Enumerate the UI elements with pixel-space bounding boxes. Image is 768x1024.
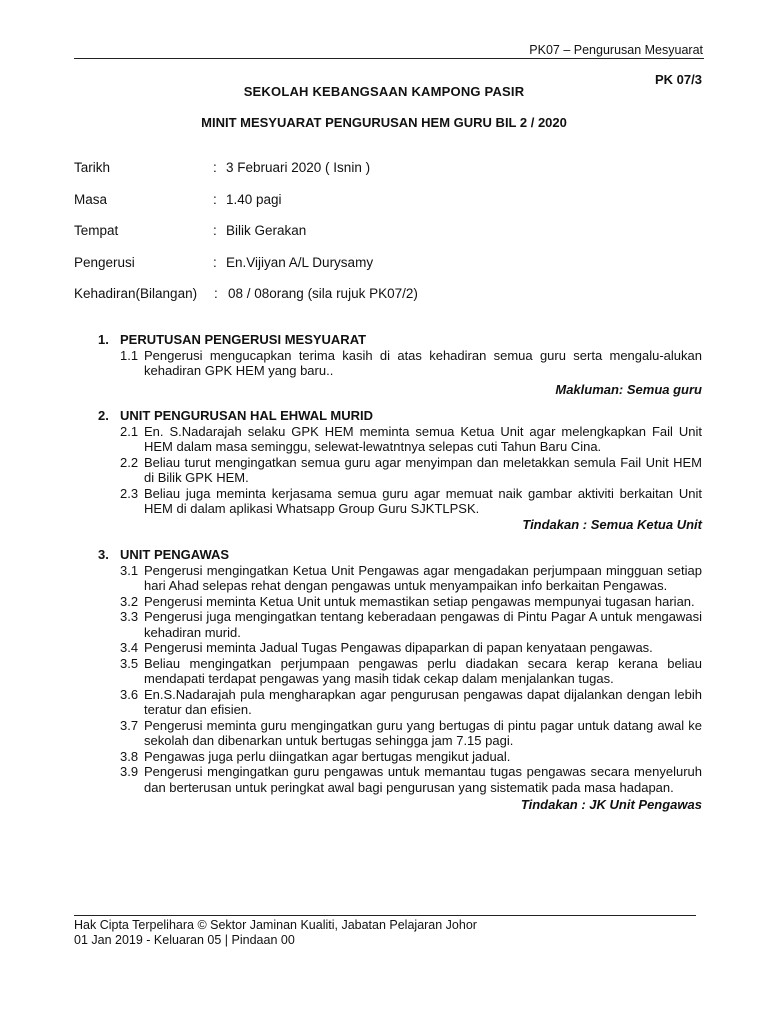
info-label: Masa — [74, 191, 108, 207]
item-text: Pengerusi mengingatkan Ketua Unit Pengawas agar mengadakan perjumpaan mingguan setiap hari Ahad selepas rehat dengan pengawas untuk menyampaikan info berkaitan Pengawas. — [144, 562, 702, 593]
item-text: Beliau juga meminta kerjasama semua guru agar memuat naik gambar aktiviti berkaitan Unit HEM di dalam aplikasi Whatsapp Group Guru SJKTLPSK. — [144, 485, 702, 516]
item-number: 3.1 — [120, 562, 139, 578]
item-number: 1.1 — [120, 347, 139, 363]
item-text: Pengerusi juga mengingatkan tentang keberadaan pengawas di Pintu Pagar A untuk mengawasi kehadiran murid. — [144, 609, 702, 640]
item-text: Pengerusi meminta Ketua Unit untuk memastikan setiap pengawas mempunyai tugasan harian. — [144, 593, 695, 609]
info-label: Pengerusi — [74, 254, 135, 270]
info-label: Tempat — [74, 223, 119, 238]
item-number: 3.9 — [120, 764, 139, 779]
meeting-info — [74, 160, 694, 318]
info-row-date — [74, 160, 694, 192]
minute-item — [98, 687, 702, 718]
minute-item — [98, 424, 702, 455]
section-number: 2. — [98, 408, 109, 423]
item-text: Beliau turut mengingatkan semua guru agar menyimpan dan meletakkan semula Fail Unit HEM di Bilik GPK HEM. — [144, 454, 702, 485]
form-code: PK 07/3 — [655, 72, 702, 87]
info-separator: : — [213, 160, 217, 175]
section-action: Tindakan : JK Unit Pengawas — [520, 797, 702, 812]
section-action: Makluman: Semua guru — [555, 381, 702, 397]
item-text: Pengerusi mengucapkan terima kasih di atas kehadiran semua guru serta mengalu-alukan kehadiran GPK HEM yang baru.. — [144, 347, 702, 378]
item-number: 3.8 — [120, 748, 139, 764]
minute-item — [98, 656, 702, 687]
header-divider — [74, 58, 704, 59]
minute-item — [98, 749, 702, 765]
minute-item — [98, 718, 702, 749]
item-number: 2.1 — [120, 423, 139, 439]
minute-item — [98, 455, 702, 486]
minute-item — [98, 486, 702, 517]
minute-item — [98, 640, 702, 656]
minute-item — [98, 348, 702, 379]
section-heading: UNIT PENGURUSAN HAL EHWAL MURID — [120, 408, 374, 423]
item-text: Pengerusi meminta Jadual Tugas Pengawas dipaparkan di papan kenyataan pengawas. — [144, 640, 653, 655]
info-label: Kehadiran(Bilangan) — [74, 286, 198, 301]
info-separator: : — [214, 286, 218, 301]
item-number: 3.6 — [120, 686, 139, 702]
section-action: Tindakan : Semua Ketua Unit — [522, 516, 702, 532]
info-row-attendance — [74, 286, 694, 318]
item-text: En.S.Nadarajah pula mengharapkan agar pengurusan pengawas dapat dijalankan dengan lebih teratur dan efisien. — [144, 686, 702, 717]
section-chair-message — [98, 332, 702, 397]
item-number: 2.2 — [120, 454, 139, 470]
section-prefect-unit — [98, 547, 702, 813]
info-separator: : — [213, 254, 217, 270]
info-row-place — [74, 223, 694, 255]
section-heading: PERUTUSAN PENGERUSI MESYUARAT — [120, 332, 367, 347]
info-row-chair — [74, 255, 694, 287]
item-number: 2.3 — [120, 485, 139, 501]
section-heading: UNIT PENGAWAS — [120, 547, 230, 562]
item-number: 3.2 — [120, 593, 139, 609]
info-value: Bilik Gerakan — [226, 223, 307, 238]
info-separator: : — [213, 223, 217, 238]
info-row-time — [74, 192, 694, 224]
item-text: Pengerusi mengingatkan guru pengawas untuk memantau tugas pengawas secara menyeluruh dan berterusan untuk peringkat awal bagi pengurusan yang sistematik pada masa hadapan. — [144, 764, 702, 795]
footer-divider — [74, 915, 696, 916]
footer — [74, 918, 477, 948]
section-title — [98, 332, 702, 348]
minute-item — [98, 609, 702, 640]
form-reference: PK07 – Pengurusan Mesyuarat — [529, 43, 703, 57]
section-title — [98, 547, 702, 563]
school-name: SEKOLAH KEBANGSAAN KAMPONG PASIR — [243, 84, 525, 99]
section-number: 1. — [98, 332, 109, 347]
info-value: 3 Februari 2020 ( Isnin ) — [226, 160, 371, 175]
item-number: 3.7 — [120, 717, 139, 733]
item-text: Pengerusi meminta guru mengingatkan guru yang bertugas di pintu pagar untuk datang awal ke sekolah dan dibenarkan untuk bertugas sehingga jam 7.15 pagi. — [144, 717, 702, 748]
info-value: 1.40 pagi — [226, 191, 282, 207]
minute-item — [98, 563, 702, 594]
item-text: Beliau mengingatkan perjumpaan pengawas perlu diadakan secara kerap kerana beliau mendapati terdapat pengawas yang masih tidak cekap dalam menjalankan tugas. — [144, 655, 702, 686]
info-value: En.Vijiyan A/L Durysamy — [226, 254, 374, 270]
section-number: 3. — [98, 547, 109, 562]
item-text: En. S.Nadarajah selaku GPK HEM meminta semua Ketua Unit agar melengkapkan Fail Unit HEM dalam masa seminggu, selewat-lewatntnya selepas cuti Tahun Baru Cina. — [144, 423, 702, 454]
info-label: Tarikh — [74, 160, 111, 175]
info-separator: : — [213, 191, 217, 207]
footer-version: 01 Jan 2019 - Keluaran 05 | Pindaan 00 — [74, 933, 295, 947]
section-hem-unit — [98, 408, 702, 532]
section-title — [98, 408, 702, 424]
item-number: 3.5 — [120, 655, 139, 671]
footer-copyright: Hak Cipta Terpelihara © Sektor Jaminan Kualiti, Jabatan Pelajaran Johor — [74, 918, 477, 932]
item-number: 3.3 — [120, 609, 139, 624]
item-text: Pengawas juga perlu diingatkan agar bertugas mengikut jadual. — [144, 748, 511, 764]
minute-item — [98, 594, 702, 610]
document-title: MINIT MESYUARAT PENGURUSAN HEM GURU BIL 2 / 2020 — [201, 115, 567, 130]
minute-item — [98, 764, 702, 795]
info-value: 08 / 08orang (sila rujuk PK07/2) — [228, 286, 418, 301]
item-number: 3.4 — [120, 640, 139, 655]
